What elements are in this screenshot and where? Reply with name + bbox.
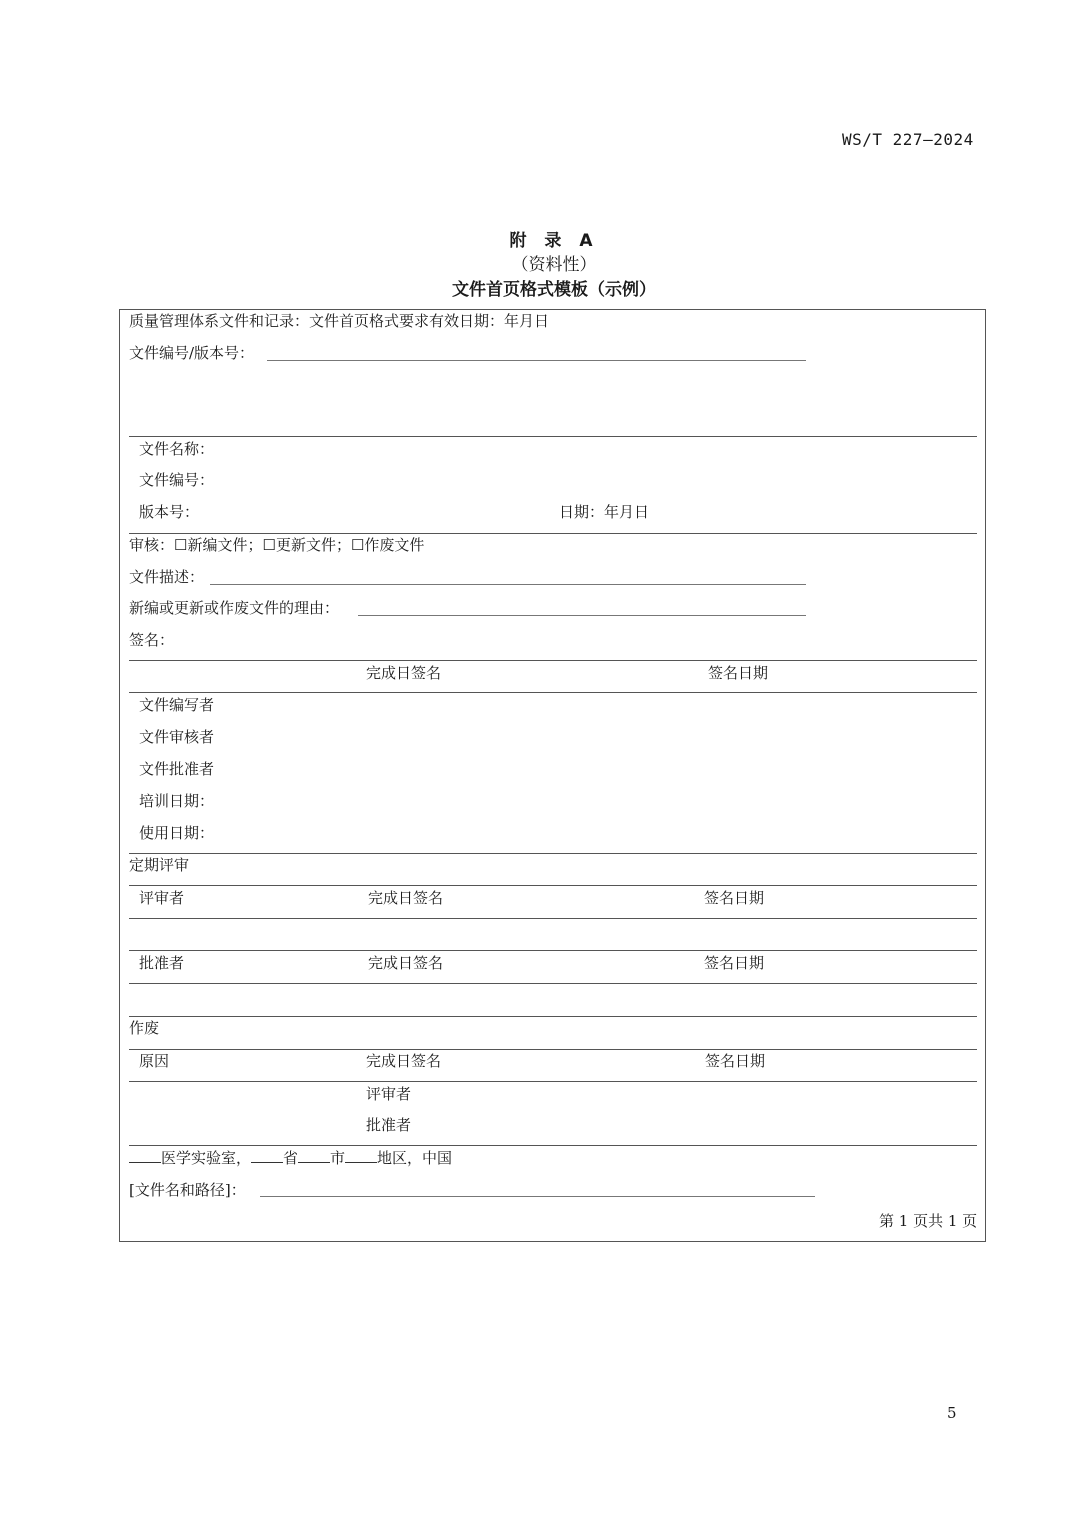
reason-label: 新编或更新或作废文件的理由： [129,599,340,617]
city-text: 市 [330,1149,346,1167]
description-field[interactable] [210,584,806,585]
signature-label: 签名： [129,631,175,649]
qms-header-line: 质量管理体系文件和记录：文件首页格式要求有效日期：年月日 [129,312,550,330]
writer-label: 文件编写者 [139,696,215,714]
sign-date-header: 签名日期 [705,1052,766,1070]
cause-label: 原因 [139,1052,170,1070]
checkbox-update[interactable]: ☐ [262,536,276,554]
completion-signature-header: 完成日签名 [366,664,442,682]
version-label: 版本号： [139,503,200,521]
training-date-label: 培训日期： [139,792,215,810]
region-blank[interactable] [345,1148,377,1163]
divider [129,1016,977,1017]
doc-name-label: 文件名称： [139,440,215,458]
divider [129,950,977,951]
file-path-field[interactable] [260,1196,815,1197]
divider [129,660,977,661]
divider [129,983,977,984]
description-label: 文件描述： [129,568,205,586]
lab-suffix-text: 医学实验室， [161,1149,252,1167]
sign-date-header: 签名日期 [704,889,765,907]
lab-name-blank[interactable] [129,1148,161,1163]
review-checkbox-row [129,535,424,555]
divider [129,1145,977,1146]
lab-location-line [129,1148,452,1168]
void-approver-label: 批准者 [366,1116,412,1134]
province-text: 省 [283,1149,299,1167]
annex-label: 附 录 A [509,231,599,251]
check-new-label: 新编文件； [187,536,263,554]
reason-field[interactable] [358,615,806,616]
use-date-label: 使用日期： [139,824,215,842]
void-reviewer-label: 评审者 [366,1085,412,1103]
standard-code: WS/T 227—2024 [842,130,974,149]
divider [129,1081,977,1082]
doc-no-version-label: 文件编号/版本号： [129,344,255,362]
doc-approver-label: 文件批准者 [139,760,215,778]
page-info: 第 1 页共 1 页 [879,1212,978,1230]
doc-no-label: 文件编号： [139,471,215,489]
form-frame [119,309,986,1242]
date-label: 日期：年月日 [559,503,650,521]
divider [129,885,977,886]
city-blank[interactable] [298,1148,330,1163]
divider [129,1049,977,1050]
divider [129,918,977,919]
review-label: 审核： [129,536,175,554]
divider [129,533,977,534]
checkbox-void[interactable]: ☐ [350,536,365,554]
divider [129,692,977,693]
completion-signature-header: 完成日签名 [368,954,444,972]
completion-signature-header: 完成日签名 [368,889,444,907]
completion-signature-header: 完成日签名 [366,1052,442,1070]
annex-title: 文件首页格式模板（示例） [452,280,656,300]
void-label: 作废 [129,1019,160,1037]
checkbox-new[interactable]: ☐ [174,536,188,554]
sign-date-header: 签名日期 [704,954,765,972]
doc-no-version-field[interactable] [267,360,806,361]
doc-reviewer-label: 文件审核者 [139,728,215,746]
divider [129,436,977,437]
divider [129,853,977,854]
annex-nature: （资料性） [511,255,597,275]
reviewer-label: 评审者 [139,889,185,907]
check-void-label: 作废文件 [364,536,425,554]
page-number: 5 [947,1404,957,1422]
file-path-label: [文件名和路径]： [129,1181,246,1199]
approver-label: 批准者 [139,954,185,972]
sign-date-header: 签名日期 [708,664,769,682]
province-blank[interactable] [251,1148,283,1163]
periodic-review-label: 定期评审 [129,856,190,874]
region-text: 地区，中国 [377,1149,453,1167]
check-update-label: 更新文件； [275,536,351,554]
